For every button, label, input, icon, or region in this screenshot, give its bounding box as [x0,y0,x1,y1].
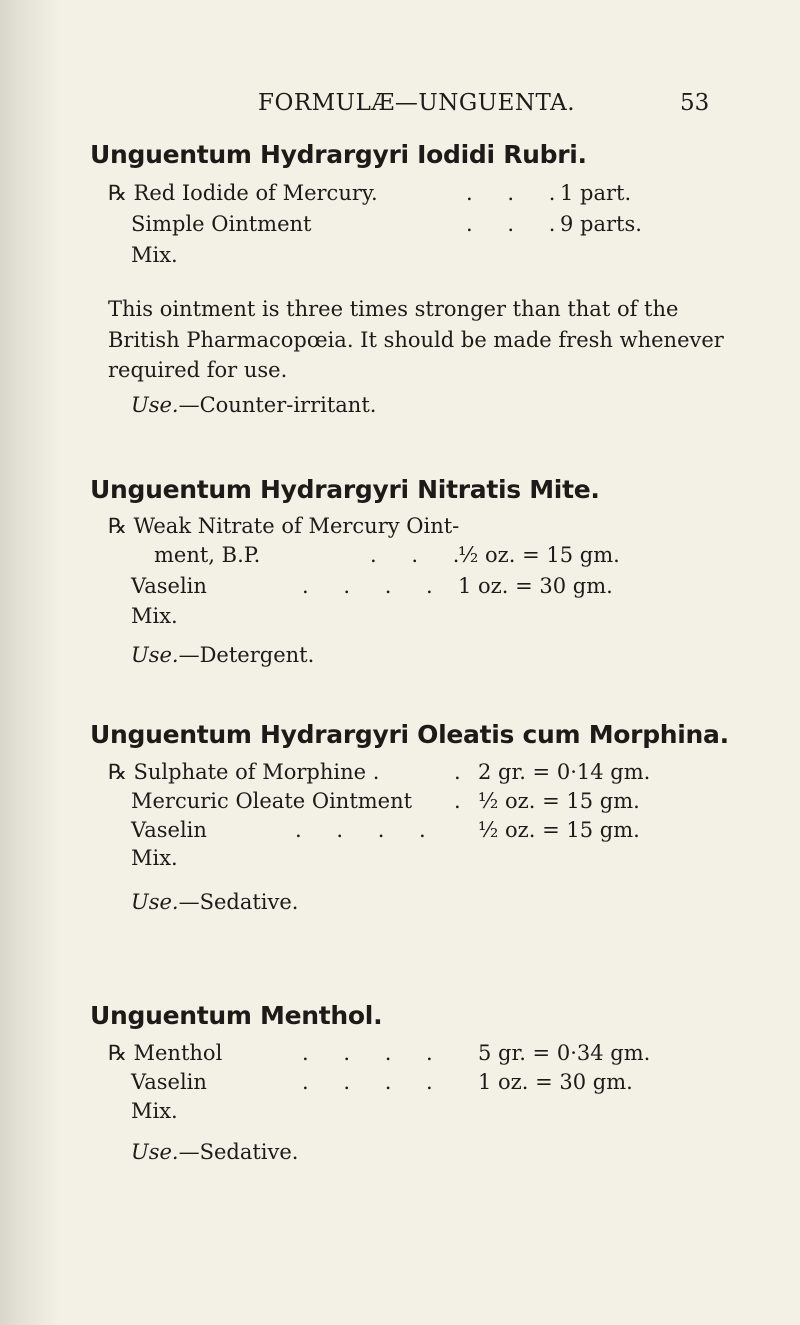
use-line [131,890,298,914]
ingredient-name: ment, B.P. [154,543,261,567]
leader-dots: . [454,789,461,813]
use-text: —Sedative. [178,890,299,914]
leader-dots: . . . [466,181,570,205]
use-line [131,643,314,667]
ingredient-amount: 5 gr. = 0·34 gm. [478,1041,651,1065]
use-text: —Sedative. [178,1140,299,1164]
ingredient-name: Mercuric Oleate Ointment [131,789,413,813]
ingredient-name: Simple Ointment [131,212,312,236]
ingredient-name: ℞ Weak Nitrate of Mercury Oint- [108,514,460,538]
use-label: Use. [131,393,179,417]
page-number: 53 [680,90,710,116]
description-paragraph: This ointment is three times stronger than that of the British Pharmacopœia. It should be made fresh whenever required for use. [108,297,724,382]
leader-dots: . . . . [295,818,440,842]
use-label: Use. [131,1140,179,1164]
mix-instruction: Mix. [131,1099,178,1123]
mix-instruction: Mix. [131,846,178,870]
ingredient-name: Vaselin [131,1070,207,1094]
ingredient-amount: 1 oz. = 30 gm. [478,1070,633,1094]
ingredient-name: ℞ Sulphate of Morphine . [108,760,380,784]
ingredient-name: Vaselin [131,574,207,598]
use-text: —Detergent. [178,643,315,667]
ingredient-amount: 9 parts. [560,212,642,236]
section-title: Unguentum Hydrargyri Nitratis Mite. [90,475,600,504]
use-line [131,1140,298,1164]
ingredient-amount: 1 part. [560,181,632,205]
section-title: Unguentum Menthol. [90,1001,383,1030]
ingredient-name: ℞ Menthol [108,1041,223,1065]
leader-dots: . [454,760,461,784]
ingredient-amount: ½ oz. = 15 gm. [478,818,640,842]
mix-instruction: Mix. [131,604,178,628]
leader-dots: . . . . [302,1070,447,1094]
ingredient-amount: 1 oz. = 30 gm. [458,574,613,598]
leader-dots: . . . [466,212,570,236]
section-title: Unguentum Hydrargyri Oleatis cum Morphina. [90,720,729,749]
use-label: Use. [131,890,179,914]
ingredient-amount: 2 gr. = 0·14 gm. [478,760,651,784]
running-title: FORMULÆ—UNGUENTA. [258,90,576,116]
leader-dots: . . . [370,543,474,567]
ingredient-amount: ½ oz. = 15 gm. [478,789,640,813]
section-title: Unguentum Hydrargyri Iodidi Rubri. [90,140,587,169]
ingredient-name: ℞ Red Iodide of Mercury. [108,181,378,205]
ingredient-name: Vaselin [131,818,207,842]
ingredient-amount: ½ oz. = 15 gm. [458,543,620,567]
use-text: —Counter-irritant. [178,393,377,417]
leader-dots: . . . . [302,1041,447,1065]
use-label: Use. [131,643,179,667]
use-line [131,393,376,417]
mix-instruction: Mix. [131,243,178,267]
leader-dots: . . . . [302,574,447,598]
